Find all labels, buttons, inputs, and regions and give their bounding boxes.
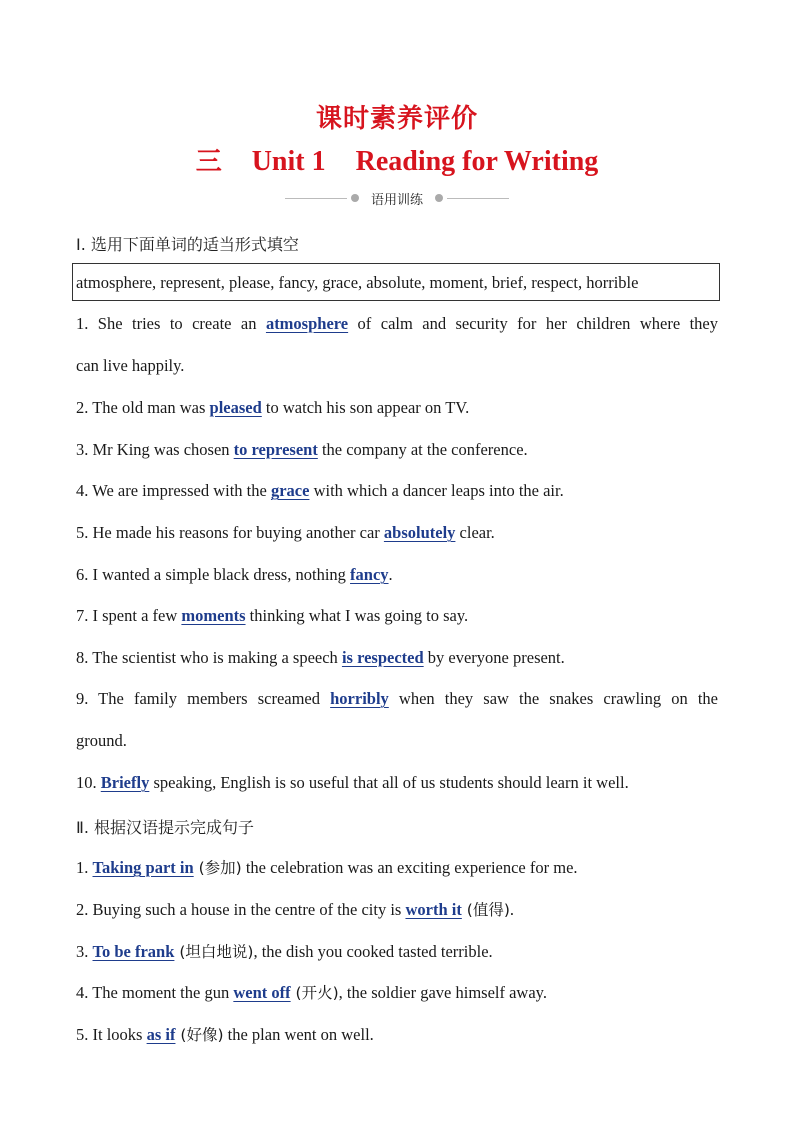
divider-label: 语用训练 xyxy=(370,193,423,208)
word-bank: atmosphere, represent, please, fancy, grace, absolute, moment, brief, respect, horrible xyxy=(72,263,720,301)
answer: to represent xyxy=(233,440,318,459)
list-item: 8. The scientist who is making a speech is respected by everyone present. xyxy=(76,648,565,667)
answer: grace xyxy=(270,481,310,500)
list-item: 9. The family members screamed horribly when they saw the snakes crawling on the xyxy=(76,689,719,708)
answer: fancy xyxy=(350,565,389,584)
lesson-subtitle xyxy=(0,141,794,178)
answer: worth it xyxy=(405,900,462,919)
answer: pleased xyxy=(209,398,262,417)
answer: horribly xyxy=(330,689,389,708)
divider-dot-right xyxy=(435,194,443,202)
list-item: 1. Taking part in (参加) the celebration was an exciting experience for me. xyxy=(76,858,578,877)
topic-label: Reading for Writing xyxy=(355,146,599,177)
answer: absolutely xyxy=(383,523,456,542)
part2-heading: Ⅱ. 根据汉语提示完成句子 xyxy=(76,818,255,837)
divider-line-right xyxy=(447,198,509,199)
answer: moments xyxy=(181,606,246,625)
list-item: 10. Briefly speaking, English is so useful that all of us students should learn it well. xyxy=(76,773,629,792)
hint: (开火) xyxy=(290,984,339,1002)
list-item-continuation: can live happily. xyxy=(76,356,185,375)
part1-heading: Ⅰ. 选用下面单词的适当形式填空 xyxy=(76,235,299,254)
list-item: 2. The old man was pleased to watch his son appear on TV. xyxy=(76,398,470,417)
unit-label: Unit 1 xyxy=(251,146,326,177)
answer: is respected xyxy=(341,648,424,667)
hint: (参加) xyxy=(193,859,242,877)
list-item: 5. He made his reasons for buying another car absolutely clear. xyxy=(76,523,495,542)
page-title: 课时素养评价 xyxy=(315,104,478,134)
section-divider xyxy=(285,188,509,210)
answer: Briefly xyxy=(100,773,150,792)
hint: (值得) xyxy=(461,901,510,919)
list-item: 3. To be frank (坦白地说), the dish you cooked tasted terrible. xyxy=(76,942,493,961)
hint: (坦白地说) xyxy=(174,943,254,961)
hint: (好像) xyxy=(175,1026,224,1044)
answer: Taking part in xyxy=(92,858,194,877)
lesson-number: 三 xyxy=(195,147,222,177)
answer: atmosphere xyxy=(265,314,349,333)
list-item: 4. We are impressed with the grace with which a dancer leaps into the air. xyxy=(76,481,564,500)
list-item: 4. The moment the gun went off (开火), the soldier gave himself away. xyxy=(76,983,547,1002)
answer: went off xyxy=(233,983,291,1002)
list-item: 1. She tries to create an atmosphere of calm and security for her children where they xyxy=(76,314,718,333)
list-item: 6. I wanted a simple black dress, nothing fancy. xyxy=(76,565,393,584)
list-item-continuation: ground. xyxy=(76,731,127,750)
list-item: 7. I spent a few moments thinking what I was going to say. xyxy=(76,606,469,625)
answer: To be frank xyxy=(92,942,175,961)
answer: as if xyxy=(146,1025,176,1044)
list-item: 5. It looks as if (好像) the plan went on well. xyxy=(76,1025,374,1044)
list-item: 3. Mr King was chosen to represent the company at the conference. xyxy=(76,440,528,459)
list-item: 2. Buying such a house in the centre of the city is worth it (值得). xyxy=(76,900,514,919)
